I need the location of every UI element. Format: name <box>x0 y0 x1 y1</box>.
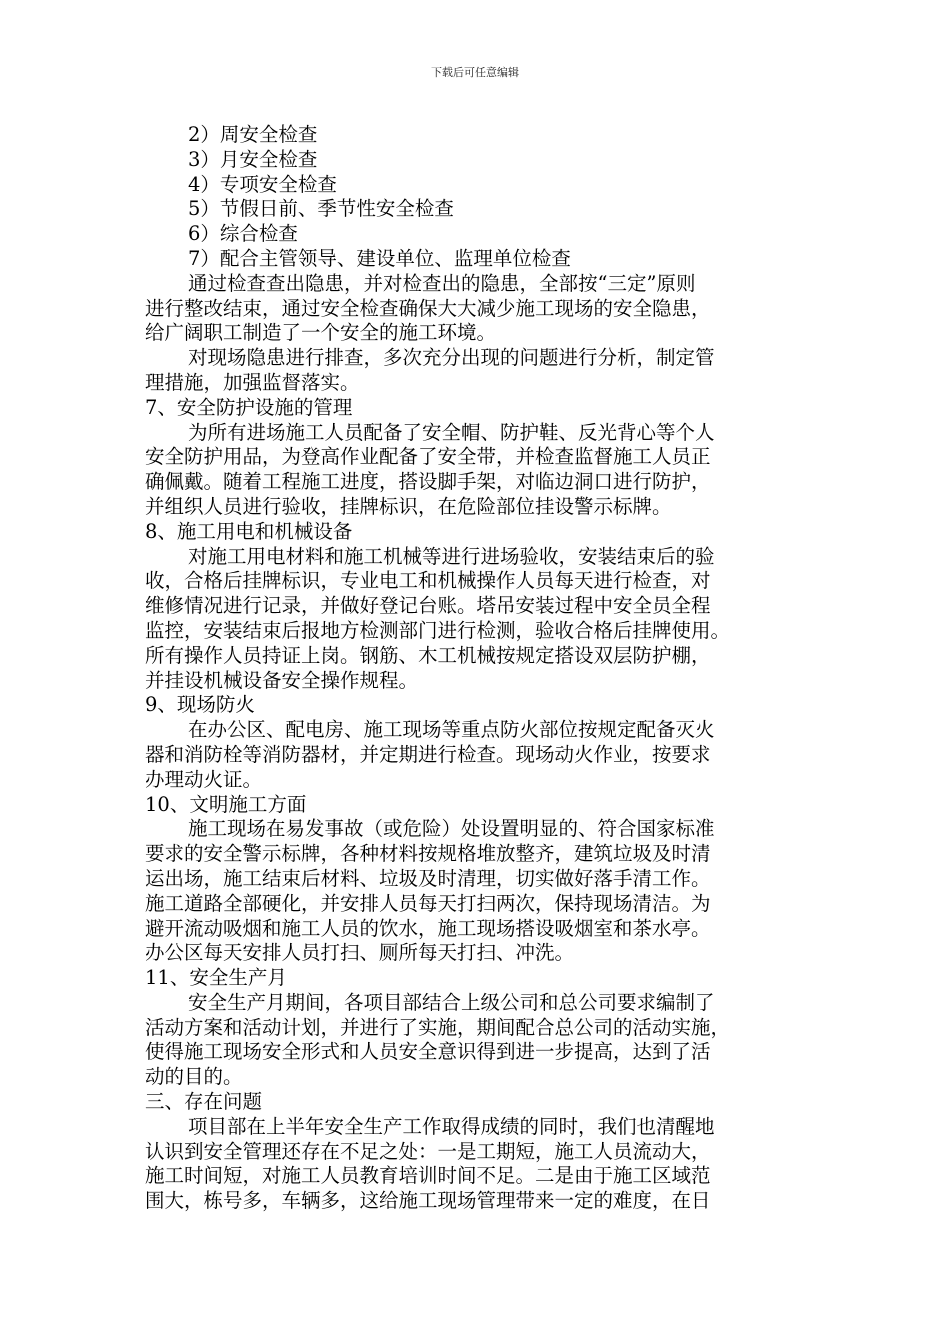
list-item <box>145 173 810 198</box>
text-line: 办理动火证。 <box>145 767 263 791</box>
text-line: 项目部在上半年安全生产工作取得成绩的同时，我们也清醒地 <box>188 1114 715 1138</box>
heading-text: 11、安全生产月 <box>145 966 287 990</box>
text-line: 施工现场在易发事故（或危险）处设置明显的、符合国家标准 <box>188 817 715 841</box>
text-line: 通过检查查出隐患，并对检查出的隐患，全部按“三定”原则 <box>188 271 696 295</box>
section-heading <box>145 966 810 991</box>
paragraph <box>145 272 810 346</box>
text-line: 为所有进场施工人员配备了安全帽、防护鞋、反光背心等个人 <box>188 420 715 444</box>
text-line: 在办公区、配电房、施工现场等重点防火部位按规定配备灭火 <box>188 718 715 742</box>
list-item <box>145 148 810 173</box>
text-line: 安全防护用品，为登高作业配备了安全带，并检查监督施工人员正 <box>145 445 711 469</box>
text-line: 监控，安装结束后报地方检测部门进行检测，验收合格后挂牌使用。 <box>145 618 731 642</box>
heading-text: 10、文明施工方面 <box>145 792 307 816</box>
text-line: 4）专项安全检查 <box>188 172 337 196</box>
text-line: 并挂设机械设备安全操作规程。 <box>145 668 419 692</box>
text-line: 运出场，施工结束后材料、垃圾及时清理，切实做好落手清工作。 <box>145 866 711 890</box>
page-header: 下载后可任意编辑 <box>431 66 519 79</box>
text-line: 要求的安全警示标牌，各种材料按规格堆放整齐，建筑垃圾及时清 <box>145 842 711 866</box>
text-line: 进行整改结束，通过安全检查确保大大减少施工现场的安全隐患， <box>145 296 711 320</box>
text-line: 3）月安全检查 <box>188 147 318 171</box>
paragraph <box>145 718 810 792</box>
text-line: 所有操作人员持证上岗。钢筋、木工机械按规定搭设双层防护棚， <box>145 643 711 667</box>
text-line: 7）配合主管领导、建设单位、监理单位检查 <box>188 246 571 270</box>
text-line: 安全生产月期间，各项目部结合上级公司和总公司要求编制了 <box>188 990 715 1014</box>
text-line: 认识到安全管理还存在不足之处：一是工期短，施工人员流动大， <box>145 1139 711 1163</box>
paragraph <box>145 817 810 966</box>
text-line: 对现场隐患进行排查，多次充分出现的问题进行分析，制定管 <box>188 346 715 370</box>
text-line: 施工时间短，对施工人员教育培训时间不足。二是由于施工区域范 <box>145 1164 711 1188</box>
text-line: 收，合格后挂牌标识，专业电工和机械操作人员每天进行检查，对 <box>145 569 711 593</box>
text-line: 器和消防栓等消防器材，并定期进行检查。现场动火作业，按要求 <box>145 742 711 766</box>
document-body <box>145 123 810 1214</box>
list-item <box>145 197 810 222</box>
text-line: 办公区每天安排人员打扫、厕所每天打扫、冲洗。 <box>145 941 575 965</box>
text-line: 使得施工现场安全形式和人员安全意识得到进一步提高，达到了活 <box>145 1040 711 1064</box>
text-line: 对施工用电材料和施工机械等进行进场验收，安装结束后的验 <box>188 544 715 568</box>
text-line: 2）周安全检查 <box>188 123 318 146</box>
section-heading <box>145 793 810 818</box>
text-line: 施工道路全部硬化，并安排人员每天打扫两次，保持现场清洁。为 <box>145 891 711 915</box>
text-line: 动的目的。 <box>145 1065 243 1089</box>
paragraph <box>145 1115 810 1214</box>
heading-text: 9、现场防火 <box>145 693 255 717</box>
text-line: 理措施，加强监督落实。 <box>145 370 360 394</box>
section-heading <box>145 693 810 718</box>
paragraph <box>145 346 810 396</box>
heading-text: 三、存在问题 <box>145 1090 263 1114</box>
paragraph <box>145 421 810 520</box>
paragraph <box>145 545 810 694</box>
list-item <box>145 247 810 272</box>
text-line: 并组织人员进行验收，挂牌标识，在危险部位挂设警示标牌。 <box>145 494 672 518</box>
section-heading <box>145 520 810 545</box>
list-item <box>145 123 810 148</box>
heading-text: 8、施工用电和机械设备 <box>145 519 353 543</box>
text-line: 维修情况进行记录，并做好登记台账。塔吊安装过程中安全员全程 <box>145 594 711 618</box>
list-item <box>145 222 810 247</box>
text-line: 5）节假日前、季节性安全检查 <box>188 197 454 221</box>
text-line: 确佩戴。随着工程施工进度，搭设脚手架，对临边洞口进行防护， <box>145 470 711 494</box>
text-line: 避开流动吸烟和施工人员的饮水，施工现场搭设吸烟室和茶水亭。 <box>145 916 711 940</box>
text-line: 给广阔职工制造了一个安全的施工环境。 <box>145 321 497 345</box>
text-line: 6）综合检查 <box>188 222 298 246</box>
text-line: 围大，栋号多，车辆多，这给施工现场管理带来一定的难度，在日 <box>145 1189 711 1213</box>
section-heading <box>145 396 810 421</box>
section-heading <box>145 1090 810 1115</box>
heading-text: 7、安全防护设施的管理 <box>145 395 353 419</box>
text-line: 活动方案和活动计划，并进行了实施，期间配合总公司的活动实施， <box>145 1015 731 1039</box>
paragraph <box>145 991 810 1090</box>
